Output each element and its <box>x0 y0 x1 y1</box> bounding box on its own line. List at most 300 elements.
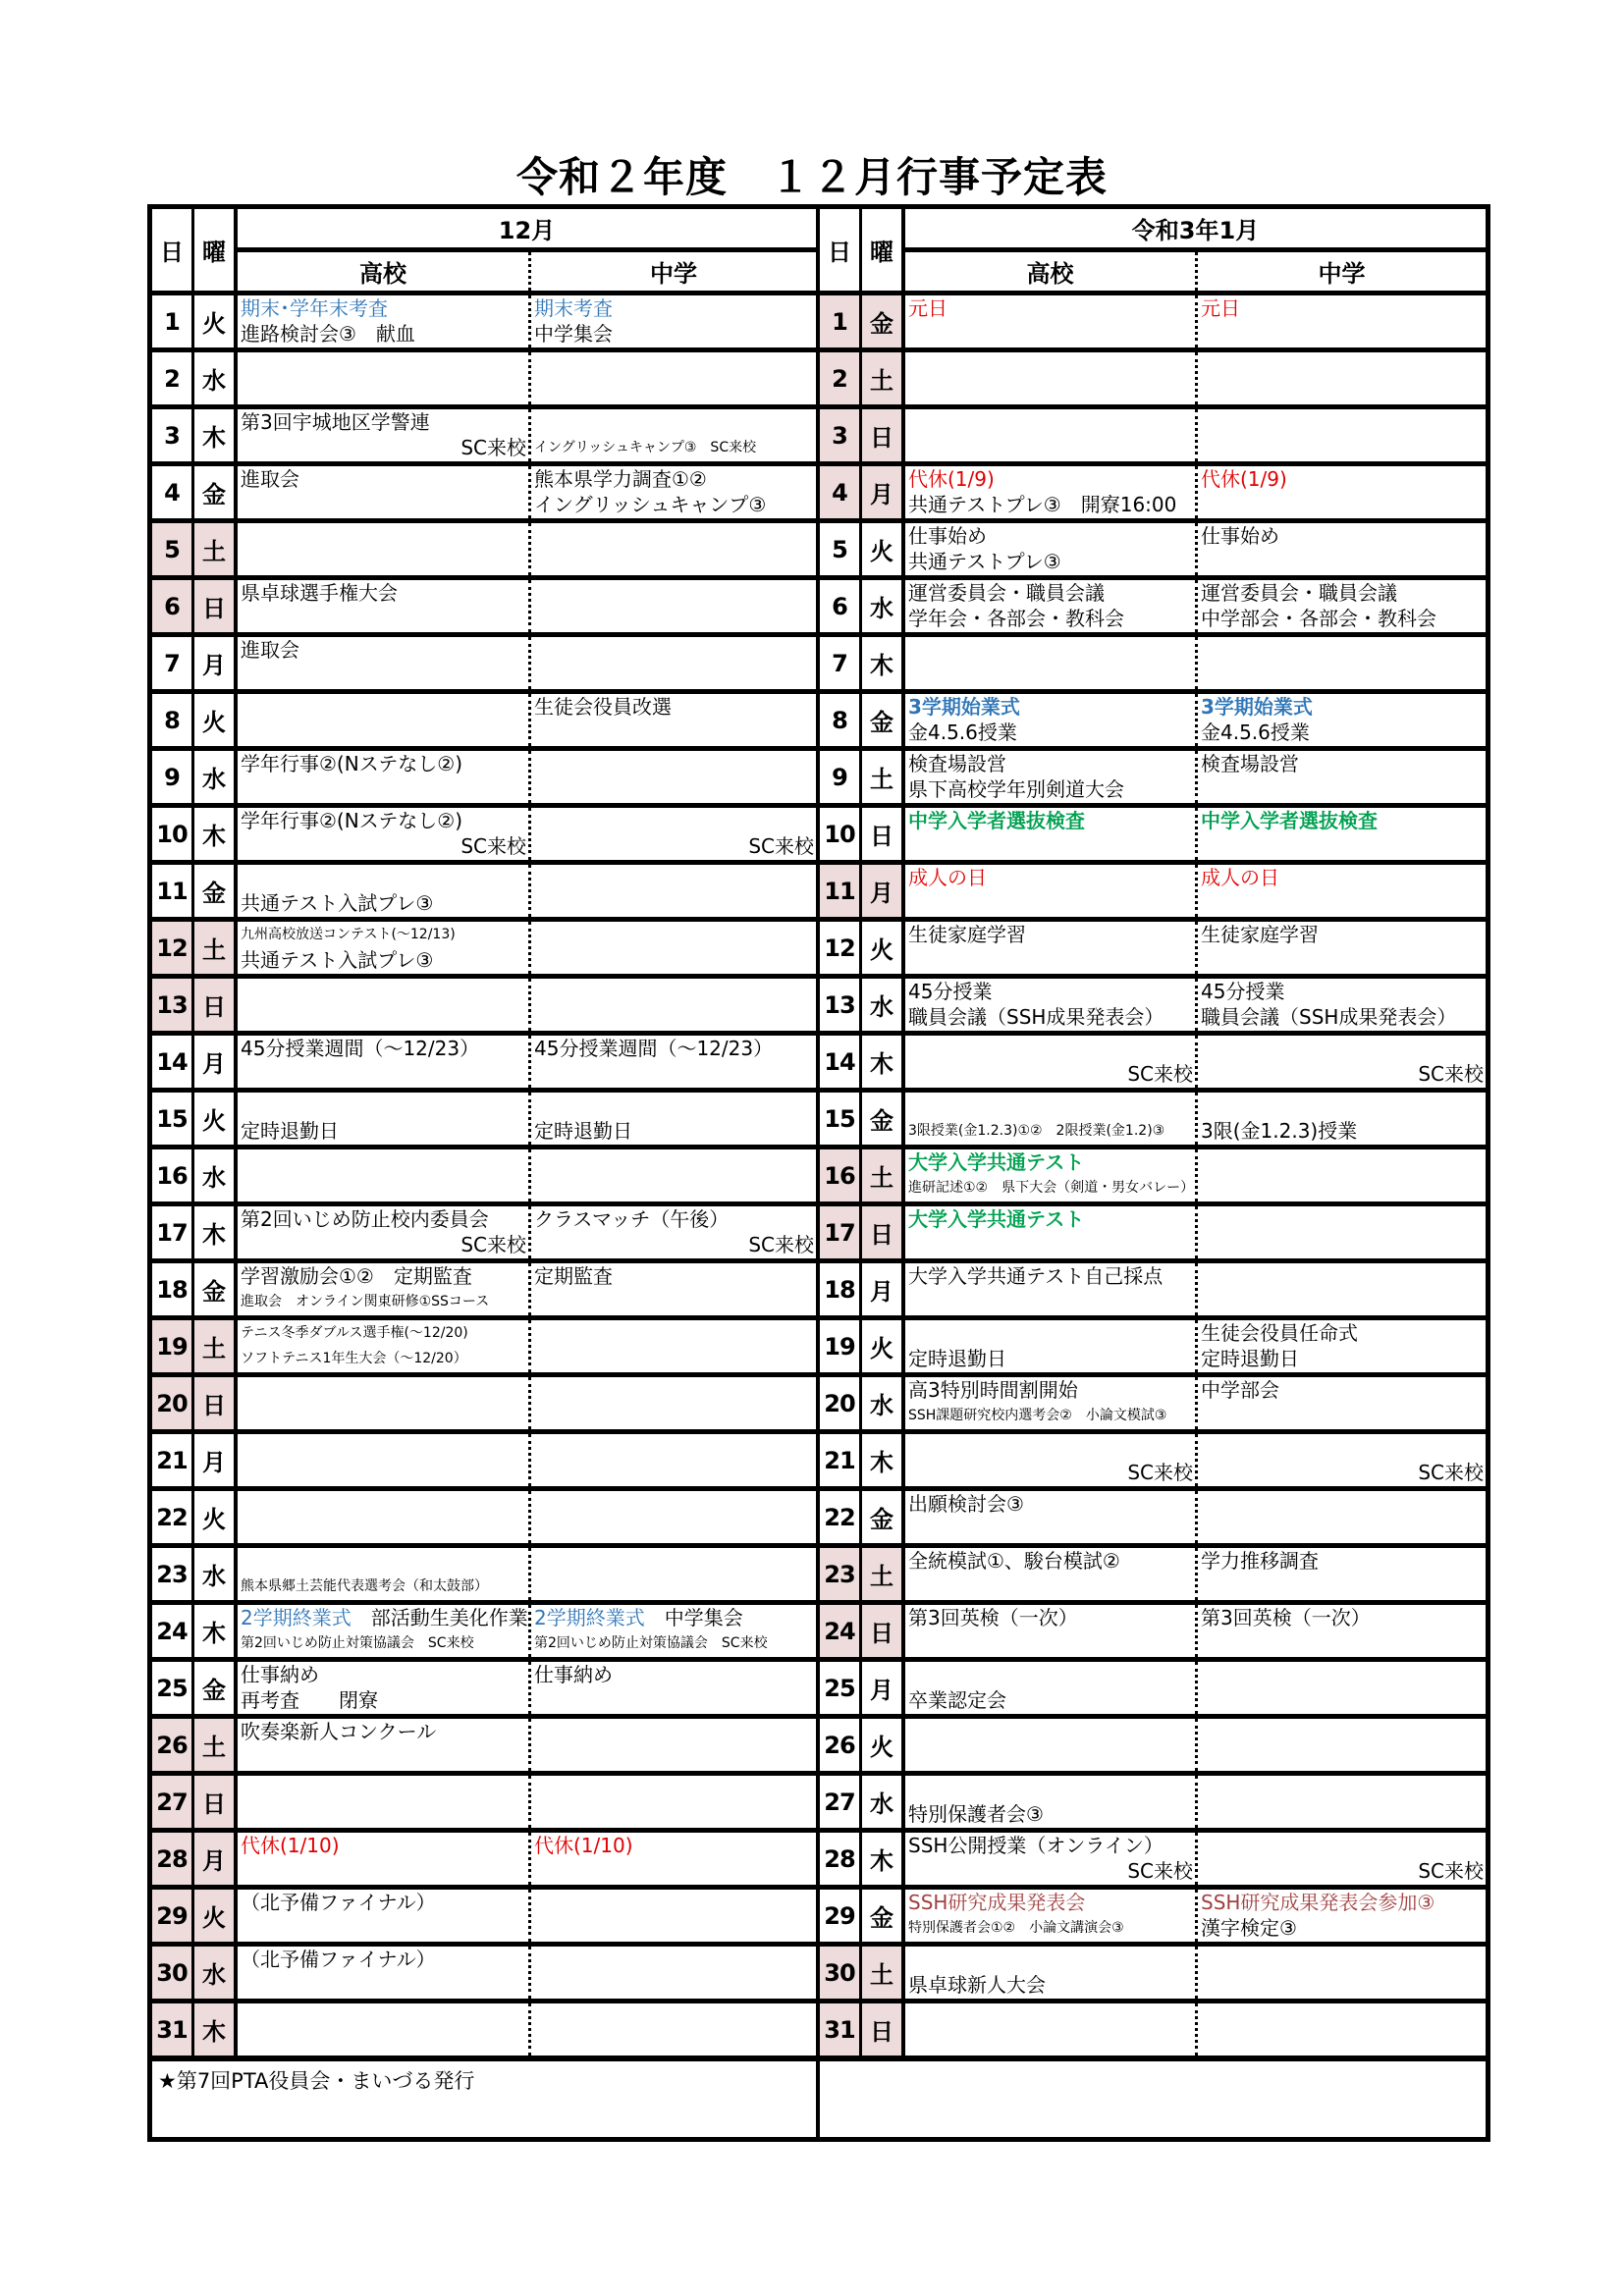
day-number: 21 <box>152 1434 194 1486</box>
event-text-secondary: 部活動生美化作業 <box>351 1606 528 1629</box>
junior-high-cell <box>1198 1036 1486 1088</box>
month-header: 令和3年1月 <box>905 209 1486 252</box>
page-title: 令和２年度 １２月行事予定表 <box>515 153 1108 201</box>
junior-high-cell <box>1198 1776 1486 1828</box>
weekday: 日 <box>862 1605 905 1657</box>
event-text: 第3回英検（一次） <box>1201 1606 1371 1629</box>
event-text: 運営委員会・職員会議 <box>908 581 1105 605</box>
event-line <box>241 808 526 833</box>
event-text: 仕事始め <box>908 524 987 548</box>
junior-high-cell <box>1198 1434 1486 1486</box>
weekday: 木 <box>194 1605 238 1657</box>
high-school-cell <box>905 1093 1198 1145</box>
event-line <box>908 1206 1193 1232</box>
high-school-cell <box>905 1377 1198 1429</box>
high-school-cell <box>905 865 1198 917</box>
weekday: 日 <box>194 979 238 1031</box>
event-text: 特別保護者会③ <box>908 1802 1044 1826</box>
event-text: 第3回英検（一次） <box>908 1606 1078 1629</box>
junior-high-cell <box>1198 1491 1486 1543</box>
junior-high-cell <box>531 1093 816 1145</box>
event-text: SSH研究成果発表会参加③ <box>1201 1891 1435 1914</box>
event-line <box>241 1890 526 1915</box>
day-number: 15 <box>152 1093 194 1145</box>
weekday: 火 <box>862 1719 905 1771</box>
table-row <box>152 865 816 922</box>
high-school-cell <box>905 1719 1198 1771</box>
day-number: 26 <box>152 1719 194 1771</box>
event-line <box>908 694 1193 720</box>
table-row <box>820 409 1486 466</box>
event-line <box>908 1548 1193 1574</box>
event-line <box>1201 694 1484 720</box>
event-line <box>1201 1346 1484 1371</box>
event-line <box>241 1574 526 1599</box>
junior-high-cell <box>531 1206 816 1258</box>
event-line <box>1201 1833 1484 1858</box>
event-line <box>908 549 1193 574</box>
january-table <box>817 204 1490 2142</box>
event-text: 元日 <box>908 296 947 320</box>
event-text: 共通テストプレ③ 開寮16:00 <box>908 493 1177 516</box>
event-text: 中学集会 <box>534 322 613 346</box>
event-line <box>908 808 1193 833</box>
weekday: 日 <box>194 1377 238 1429</box>
table-row <box>820 1890 1486 1947</box>
event-text: 定期監査 <box>534 1264 613 1288</box>
event-text: 再考査 閉寮 <box>241 1688 378 1712</box>
event-text: SSH公開授業（オンライン） <box>908 1834 1164 1857</box>
high-school-cell <box>905 1776 1198 1828</box>
junior-high-cell <box>1198 466 1486 518</box>
table-row <box>820 523 1486 580</box>
junior-high-cell <box>531 1776 816 1828</box>
weekday: 火 <box>194 1093 238 1145</box>
weekday: 土 <box>194 523 238 575</box>
weekday: 金 <box>194 1662 238 1714</box>
event-text: 第3回宇城地区学警連 <box>241 410 430 434</box>
day-number: 17 <box>820 1206 862 1258</box>
junior-high-cell <box>531 1320 816 1372</box>
event-line <box>1201 1036 1484 1061</box>
high-school-cell <box>238 466 531 518</box>
event-text: 学年会・各部会・教科会 <box>908 607 1124 630</box>
event-text: ソフトテニス1年生大会（～12/20） <box>241 1351 467 1366</box>
table-row <box>820 1491 1486 1548</box>
event-line <box>908 1346 1193 1371</box>
event-line <box>1201 1460 1484 1485</box>
day-number: 27 <box>820 1776 862 1828</box>
day-number: 1 <box>820 295 862 347</box>
high-school-cell <box>905 409 1198 461</box>
high-school-cell <box>905 922 1198 974</box>
junior-high-cell <box>1198 580 1486 632</box>
event-line <box>241 1346 526 1371</box>
weekday: 火 <box>862 1320 905 1372</box>
event-line <box>1201 1915 1484 1941</box>
day-number: 5 <box>152 523 194 575</box>
event-line <box>534 295 814 321</box>
event-text: 漢字検定③ <box>1201 1916 1297 1940</box>
table-row <box>820 1149 1486 1206</box>
event-line <box>241 1630 526 1656</box>
high-school-cell <box>905 637 1198 689</box>
table-row <box>820 1548 1486 1605</box>
day-number: 14 <box>820 1036 862 1088</box>
day-number: 6 <box>152 580 194 632</box>
event-line <box>908 295 1193 321</box>
event-line <box>908 1036 1193 1061</box>
event-line <box>1201 1605 1484 1630</box>
weekday: 水 <box>194 1548 238 1600</box>
table-row <box>820 466 1486 523</box>
event-text: 2学期終業式 <box>241 1606 352 1629</box>
event-text: 成人の日 <box>908 866 987 889</box>
weekday: 日 <box>862 409 905 461</box>
high-school-cell <box>905 1149 1198 1201</box>
day-number: 3 <box>820 409 862 461</box>
day-number: 10 <box>820 808 862 860</box>
weekday: 金 <box>862 1890 905 1942</box>
event-text: 県卓球選手権大会 <box>241 581 398 605</box>
day-number: 8 <box>152 694 194 746</box>
high-school-cell <box>905 1434 1198 1486</box>
junior-high-cell <box>1198 1890 1486 1942</box>
event-line <box>241 580 526 606</box>
high-school-cell <box>238 1491 531 1543</box>
event-text: SSH研究成果発表会 <box>908 1891 1086 1914</box>
event-line <box>908 580 1193 606</box>
table-row <box>820 1605 1486 1662</box>
event-line <box>908 1605 1193 1630</box>
table-row <box>152 1605 816 1662</box>
weekday: 水 <box>194 751 238 803</box>
day-number: 13 <box>820 979 862 1031</box>
day-number: 28 <box>152 1833 194 1885</box>
event-line <box>534 833 814 859</box>
table-row <box>152 1263 816 1320</box>
event-line <box>241 1548 526 1574</box>
event-text: SC来校 <box>748 834 814 858</box>
high-school-cell <box>238 1947 531 1999</box>
event-text: 中学入学者選抜検査 <box>908 809 1085 832</box>
event-line <box>534 1833 814 1858</box>
table-row <box>152 1776 816 1833</box>
weekday: 水 <box>194 1947 238 1999</box>
event-text: 熊本県学力調査①② <box>534 467 707 491</box>
day-number: 22 <box>820 1491 862 1543</box>
event-text: 卒業認定会 <box>908 1688 1006 1712</box>
event-line <box>241 1719 526 1744</box>
junior-high-cell <box>1198 1149 1486 1201</box>
high-school-column-header: 高校 <box>238 252 531 291</box>
event-text: 特別保護者会①② 小論文講演会③ <box>908 1920 1124 1936</box>
event-text: 代休(1/9) <box>908 467 995 491</box>
high-school-cell <box>238 1206 531 1258</box>
notes-empty <box>820 2056 1486 2137</box>
december-table <box>147 204 819 2142</box>
event-line <box>241 466 526 492</box>
event-line <box>908 1858 1193 1884</box>
weekday: 水 <box>862 580 905 632</box>
weekday: 木 <box>862 637 905 689</box>
event-text: SC来校 <box>460 436 526 459</box>
event-text: 第2回いじめ防止校内委員会 <box>241 1207 489 1231</box>
event-line <box>534 492 814 517</box>
table-row <box>820 808 1486 865</box>
table-row <box>152 751 816 808</box>
event-text: （北予備ファイナル） <box>241 1948 436 1971</box>
event-text: 共通テストプレ③ <box>908 550 1061 573</box>
table-row <box>820 1036 1486 1093</box>
event-text: 共通テスト入試プレ③ <box>241 891 434 915</box>
event-line <box>241 1662 526 1687</box>
event-line <box>1201 1377 1484 1403</box>
high-school-column-header: 高校 <box>905 252 1198 291</box>
weekday: 月 <box>194 1833 238 1885</box>
weekday: 水 <box>194 1149 238 1201</box>
weekday: 月 <box>862 466 905 518</box>
high-school-cell <box>905 808 1198 860</box>
event-line <box>908 865 1193 890</box>
weekday: 火 <box>194 295 238 347</box>
event-line <box>1201 1320 1484 1346</box>
junior-high-cell <box>531 808 816 860</box>
event-line <box>241 1947 526 1972</box>
junior-high-cell <box>1198 1320 1486 1372</box>
day-number: 26 <box>820 1719 862 1771</box>
event-line <box>241 1093 526 1118</box>
event-text: 定時退勤日 <box>534 1119 632 1143</box>
junior-high-cell <box>531 352 816 404</box>
event-line <box>1201 1004 1484 1030</box>
event-line <box>1201 1434 1484 1460</box>
table-row <box>152 922 816 979</box>
day-number: 11 <box>820 865 862 917</box>
table-row <box>152 295 816 352</box>
junior-high-cell <box>531 637 816 689</box>
table-row <box>152 580 816 637</box>
junior-high-cell <box>531 1947 816 1999</box>
event-line <box>908 1662 1193 1687</box>
high-school-cell <box>238 2003 531 2056</box>
event-text: 大学入学共通テスト自己採点 <box>908 1264 1164 1288</box>
event-line <box>1201 295 1484 321</box>
event-text: SC来校 <box>1127 1062 1193 1086</box>
day-number: 24 <box>152 1605 194 1657</box>
junior-high-cell <box>531 2003 816 2056</box>
junior-high-cell <box>531 1605 816 1657</box>
december-header <box>152 209 816 291</box>
junior-high-cell <box>531 523 816 575</box>
event-line <box>241 865 526 890</box>
day-number: 11 <box>152 865 194 917</box>
event-text: SC来校 <box>1127 1859 1193 1883</box>
high-school-cell <box>238 295 531 347</box>
event-text: 3限(金1.2.3)授業 <box>1201 1119 1358 1143</box>
day-number: 18 <box>820 1263 862 1315</box>
weekday: 日 <box>862 1206 905 1258</box>
event-line <box>908 1377 1193 1403</box>
weekday: 土 <box>862 352 905 404</box>
event-text: 45分授業 <box>1201 980 1285 1003</box>
day-number: 4 <box>820 466 862 518</box>
event-text: 元日 <box>1201 296 1240 320</box>
event-text: SC来校 <box>460 1233 526 1256</box>
event-text: 定時退勤日 <box>241 1119 339 1143</box>
table-row <box>820 1434 1486 1491</box>
high-school-cell <box>905 1548 1198 1600</box>
event-text: 2学期終業式 <box>534 1606 645 1629</box>
event-line <box>241 1263 526 1289</box>
event-line <box>241 1320 526 1346</box>
event-text: 期末考査 <box>534 296 613 320</box>
event-text: 期末･学年末考査 <box>241 296 388 320</box>
table-row <box>152 466 816 523</box>
weekday: 火 <box>862 523 905 575</box>
event-line <box>908 1263 1193 1289</box>
event-text: 進取会 <box>241 638 299 662</box>
event-text: 進取会 <box>241 467 299 491</box>
high-school-cell <box>905 466 1198 518</box>
weekday: 日 <box>862 808 905 860</box>
event-text: （北予備ファイナル） <box>241 1891 436 1914</box>
table-row <box>820 1662 1486 1719</box>
event-line <box>241 1232 526 1257</box>
event-line <box>1201 1890 1484 1915</box>
junior-high-cell <box>531 751 816 803</box>
event-line <box>908 922 1193 947</box>
junior-high-cell <box>1198 295 1486 347</box>
event-text: 学年行事②(Nステなし②) <box>241 809 463 832</box>
table-row <box>820 979 1486 1036</box>
event-text: 九州高校放送コンテスト(～12/13) <box>241 927 456 942</box>
event-text: 定時退勤日 <box>1201 1347 1299 1370</box>
event-line <box>908 466 1193 492</box>
junior-high-cell <box>1198 1719 1486 1771</box>
junior-high-cell <box>1198 1947 1486 1999</box>
high-school-cell <box>238 751 531 803</box>
junior-high-cell <box>531 466 816 518</box>
day-column-header: 日 <box>152 209 194 291</box>
junior-high-cell <box>531 922 816 974</box>
day-number: 15 <box>820 1093 862 1145</box>
event-line <box>534 808 814 833</box>
event-line <box>241 435 526 460</box>
table-row <box>820 1377 1486 1434</box>
event-text: 45分授業 <box>908 980 993 1003</box>
event-line <box>241 295 526 321</box>
event-line <box>1201 720 1484 745</box>
table-row <box>820 694 1486 751</box>
event-text: 検査場設営 <box>1201 752 1299 775</box>
event-line <box>534 1605 814 1630</box>
event-text: 45分授業週間（～12/23） <box>534 1037 774 1060</box>
event-text: 大学入学共通テスト <box>908 1150 1085 1174</box>
high-school-cell <box>238 1093 531 1145</box>
event-line <box>534 1263 814 1289</box>
table-row <box>152 352 816 409</box>
event-text: イングリッシュキャンプ③ SC来校 <box>534 440 757 455</box>
high-school-cell <box>238 1320 531 1372</box>
event-text: 3限授業(金1.2.3)①② 2限授業(金1.2)③ <box>908 1123 1165 1139</box>
junior-high-cell <box>1198 1263 1486 1315</box>
day-number: 24 <box>820 1605 862 1657</box>
weekday: 土 <box>862 1548 905 1600</box>
high-school-cell <box>238 1548 531 1600</box>
event-text: SC来校 <box>1127 1461 1193 1484</box>
event-text: 生徒家庭学習 <box>908 923 1026 946</box>
junior-high-cell <box>531 1833 816 1885</box>
high-school-cell <box>238 1263 531 1315</box>
event-text: 代休(1/10) <box>534 1834 633 1857</box>
day-number: 31 <box>152 2003 194 2056</box>
high-school-cell <box>238 1434 531 1486</box>
event-text: 高3特別時間割開始 <box>908 1378 1078 1402</box>
event-line <box>908 1460 1193 1485</box>
junior-high-cell <box>1198 979 1486 1031</box>
event-text: 進路検討会③ 献血 <box>241 322 415 346</box>
weekday: 金 <box>862 1093 905 1145</box>
weekday: 金 <box>194 466 238 518</box>
junior-high-cell <box>1198 523 1486 575</box>
high-school-cell <box>238 865 531 917</box>
day-number: 5 <box>820 523 862 575</box>
event-line <box>241 751 526 776</box>
junior-high-cell <box>531 694 816 746</box>
event-line <box>241 1206 526 1232</box>
weekday: 水 <box>862 1377 905 1429</box>
event-line <box>534 1093 814 1118</box>
event-line <box>534 1206 814 1232</box>
event-line <box>1201 580 1484 606</box>
event-text: 生徒会役員任命式 <box>1201 1321 1358 1345</box>
event-line <box>908 1434 1193 1460</box>
table-row <box>820 2003 1486 2060</box>
junior-high-cell <box>531 1434 816 1486</box>
event-text: 代休(1/10) <box>241 1834 340 1857</box>
high-school-cell <box>238 637 531 689</box>
event-text: 学習激励会①② 定期監査 <box>241 1264 472 1288</box>
high-school-cell <box>905 580 1198 632</box>
event-line <box>908 1890 1193 1915</box>
event-text: 県卓球新人大会 <box>908 1973 1046 1997</box>
event-text: SC来校 <box>1418 1062 1484 1086</box>
event-line <box>1201 606 1484 631</box>
event-text: 職員会議（SSH成果発表会） <box>908 1005 1164 1029</box>
event-text: 大学入学共通テスト <box>908 1207 1085 1231</box>
event-line <box>908 1776 1193 1801</box>
junior-high-cell <box>531 409 816 461</box>
event-text: SC来校 <box>748 1233 814 1256</box>
table-row <box>152 979 816 1036</box>
event-text: 3学期始業式 <box>908 695 1020 719</box>
junior-high-cell <box>1198 1548 1486 1600</box>
event-text: 仕事始め <box>1201 524 1279 548</box>
event-line <box>534 694 814 720</box>
weekday: 木 <box>862 1036 905 1088</box>
weekday: 土 <box>862 1947 905 1999</box>
event-line <box>534 1630 814 1656</box>
event-text: 成人の日 <box>1201 866 1279 889</box>
day-number: 23 <box>152 1548 194 1600</box>
table-row <box>820 580 1486 637</box>
event-line <box>241 321 526 347</box>
event-line <box>1201 523 1484 549</box>
event-line <box>1201 1093 1484 1118</box>
event-line <box>1201 466 1484 492</box>
event-text: 3学期始業式 <box>1201 695 1313 719</box>
